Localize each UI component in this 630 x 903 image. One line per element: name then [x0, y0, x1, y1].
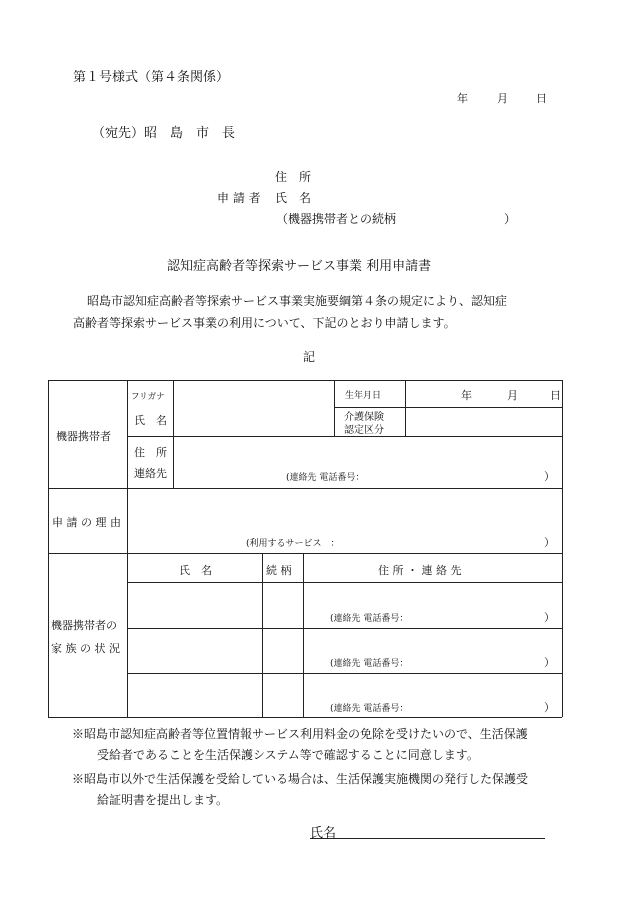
applicant-name-label: 氏 名 [275, 191, 312, 205]
family-label-1: 機器携帯者の [51, 619, 117, 632]
date-month-label: 月 [497, 92, 508, 105]
note-1-line-2: 受給者であることを生活保護システム等で確認することに同意します。 [97, 748, 479, 762]
form-number: 第１号様式（第４条関係） [73, 70, 230, 85]
family-row-2-phone-note: (連絡先 電話番号： [330, 659, 409, 669]
applicant-address-label: 住 所 [275, 170, 312, 184]
date-year-label: 年 [457, 92, 468, 105]
family-label-2: 家 族 の 状 況 [51, 642, 120, 655]
service-close: ） [544, 536, 555, 549]
intro-line-2: 高齢者等探索サービス事業の利用について、下記のとおり申請します。 [73, 316, 456, 330]
care-level-label-2: 認定区分 [344, 425, 384, 436]
holder-contact-label: 連絡先 [134, 467, 167, 480]
signature-label: 氏名 [310, 826, 337, 841]
family-col-name: 氏 名 [179, 564, 212, 577]
document-title: 認知症高齢者等探索サービス事業 利用申請書 [167, 259, 432, 274]
family-row-1-phone-note: (連絡先 電話番号： [330, 614, 409, 624]
birth-month-label: 月 [507, 389, 518, 402]
reason-label: 申 請 の 理 由 [52, 516, 121, 529]
holder-address-label: 住 所 [134, 446, 167, 459]
note-1-line-1: ※昭島市認知症高齢者等位置情報サービス利用料金の免除を受けたいので、生活保護 [72, 727, 528, 741]
intro-line-1: 昭島市認知症高齢者等探索サービス事業実施要綱第４条の規定により、認知症 [87, 294, 508, 308]
date-day-label: 日 [536, 92, 547, 105]
furigana-label: フリガナ [131, 392, 165, 402]
family-col-address: 住 所 ・ 連 絡 先 [378, 564, 462, 577]
addressee: （宛先）昭 島 市 長 [92, 126, 236, 141]
family-row-1-close: ） [544, 611, 555, 624]
ki-label: 記 [303, 350, 316, 364]
note-2-line-2: 給証明書を提出します。 [97, 793, 229, 807]
birthdate-label: 生年月日 [345, 391, 382, 401]
birth-day-label: 日 [550, 389, 561, 402]
family-row-3-close: ） [544, 701, 555, 714]
holder-name-label: 氏 名 [134, 414, 167, 427]
family-row-2-close: ） [544, 656, 555, 669]
note-2-line-1: ※昭島市以外で生活保護を受給している場合は、生活保護実施機関の発行した保護受 [72, 772, 529, 786]
applicant-relation: （機器携帯者との続柄 ） [276, 212, 517, 226]
family-row-3-phone-note: (連絡先 電話番号： [330, 704, 409, 714]
birth-year-label: 年 [461, 389, 472, 402]
holder-phone-close: ） [544, 470, 555, 483]
service-note: (利用するサービス ： [246, 539, 340, 549]
family-col-relation: 続 柄 [266, 564, 292, 577]
care-level-label-1: 介護保険 [344, 412, 384, 423]
device-holder-label: 機器携帯者 [56, 430, 111, 443]
holder-phone-note: (連絡先 電話番号： [286, 473, 365, 483]
signature-line [310, 838, 545, 839]
applicant-role-label: 申 請 者 [217, 191, 261, 205]
